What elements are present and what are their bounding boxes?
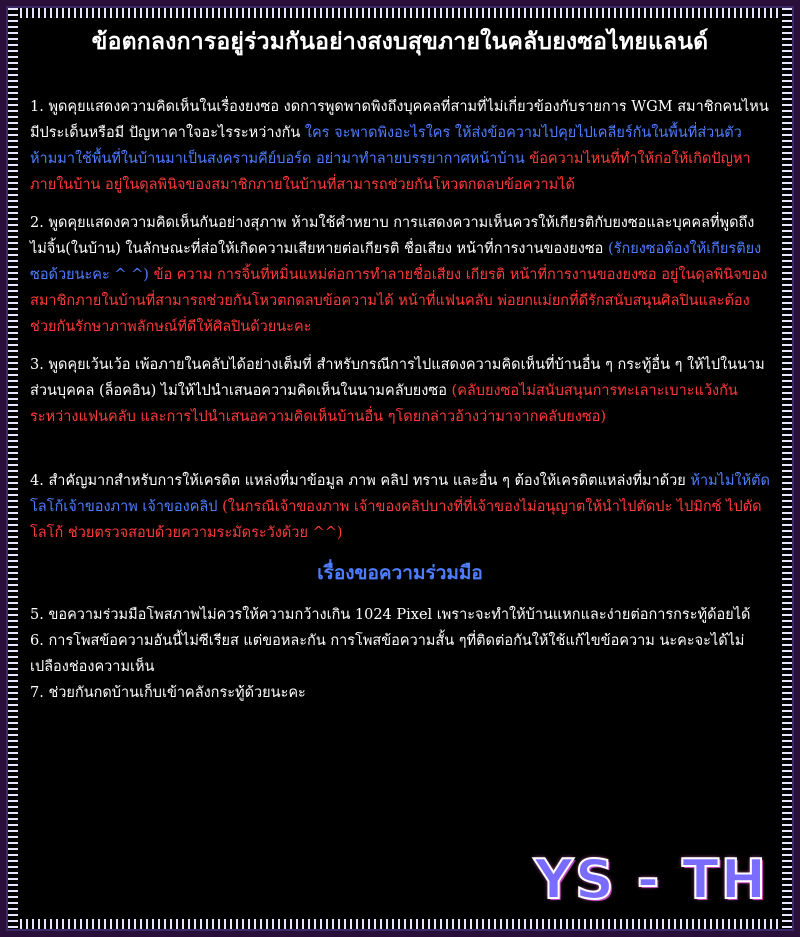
section-title: เรื่องขอความร่วมมือ <box>317 562 483 584</box>
rule-1-text: 1. พูดคุยแสดงความคิดเห็นในเรื่องยงซอ งดการพูดพาดพิงถึงบุคคลที่สามที่ไม่เกี่ยวข้องกับรายการ WGM สมาชิกคนไหนมีประเด็นหรือมี ปัญหาคาใจอะไรระหว่างกัน <box>30 99 769 141</box>
rule-4-text: 4. สำคัญมากสำหรับการให้เครดิต แหล่งที่มาข้อมูล ภาพ คลิป ทราน และอื่น ๆ ต้องให้เครดิตแหล่งที่มาด้วย <box>30 473 686 489</box>
page-title: ข้อตกลงการอยู่ร่วมกันอย่างสงบสุขภายในคลับยงซอไทยแลนด์ <box>91 28 709 55</box>
frame-border-top <box>8 8 792 18</box>
rule-2 <box>30 210 770 340</box>
rule-2-highlight-red: ข้อ ความ การจิ้นที่หมิ่นแหม่ต่อการทำลายชื่อเสียง เกียรติ หน้าที่การงานของยงซอ อยู่ในดุลพินิจของสมาชิกภายในบ้านที่สามารถช่วยกันโหวตกดลบข้อความได้ หน้าที่แฟนคลับ พ่อยกแม่ยกที่ดีรักสนับสนุนศิลปินและต้องช่วยกันรักษาภาพลักษณ์ที่ดีให้ศิลปินด้วยนะคะ <box>30 267 768 335</box>
rule-4-highlight-red: (ในกรณีเจ้าของภาพ เจ้าของคลิปบางที่ที่เจ้าของไม่อนุญาตให้นำไปตัดปะ ไปมิกซ์ ไปตัดโลโก้ ช่วยตรวจสอบด้วยความระมัดระวังด้วย ^^) <box>30 499 762 541</box>
rule-6: 6. การโพสข้อความอันนี้ไม่ซีเรียส แต่ขอหละกัน การโพสข้อความสั้น ๆที่ติดต่อกันให้ใช้แก้ไขข้อความ นะคะจะได้ไม่เปลืองช่องความเห็น <box>30 633 745 675</box>
rule-4-highlight-blue: ห้ามไม่ให้ตัดโลโก้เจ้าของภาพ เจ้าของคลิป <box>30 473 770 515</box>
rule-3-highlight-red: (คลับยงซอไม่สนับสนุนการทะเลาะเบาะแว้งกันระหว่างแฟนคลับ และการไปนำเสนอความคิดเห็นบ้านอื่น ๆโดยกล่าวอ้างว่ามาจากคลับยงซอ) <box>30 383 738 425</box>
rule-4 <box>30 468 770 546</box>
spacer <box>30 442 770 468</box>
frame-border-left <box>8 8 18 929</box>
notice-frame <box>6 6 794 931</box>
rule-1-highlight-red: ข้อความไหนที่ทำให้ก่อให้เกิดปัญหาภายในบ้าน อยู่ในดุลพินิจของสมาชิกภายในบ้านที่สามารถช่วยกันโหวตกดลบข้อความได้ <box>30 151 751 193</box>
rule-2-text: 2. พูดคุยแสดงความคิดเห็นกันอย่างสุภาพ ห้ามใช้คำหยาบ การแสดงความเห็นควรให้เกียรติกับยงซอและบุคคลที่พูดถึง ไม่จิ้น(ในบ้าน) ในลักษณะที่ส่อให้เกิดความเสียหายต่อเกียรติ ชื่อเสียง หน้าที่การงานของยงซอ <box>30 215 755 257</box>
frame-border-bottom <box>8 919 792 929</box>
rule-3-text: 3. พูดคุยเว้นเว้อ เพ้อภายในคลับได้อย่างเต็มที่ สำหรับกรณีการไปแสดงความคิดเห็นที่บ้านอื่น ๆ กระทู้อื่น ๆ ให้ไปในนามส่วนบุคคล (ล็อคอิน) ไม่ให้ไปนำเสนอความคิดเห็นในนามคลับยงซอ <box>30 357 765 399</box>
rule-2-highlight-blue: (รักยงซอต้องให้เกียรติยงซอด้วยนะคะ ^ ^) <box>30 241 762 283</box>
rule-1 <box>30 94 770 198</box>
ys-th-logo: YS - TH <box>533 848 768 911</box>
rule-7: 7. ช่วยกันกดบ้านเก็บเข้าคลังกระทู้ด้วยนะคะ <box>30 685 306 701</box>
notice-content <box>30 24 770 913</box>
rule-1-highlight-blue: ใคร จะพาดพิงอะไรใคร ให้ส่งข้อความไปคุยไปเคลียร์กันในพื้นที่ส่วนตัว ห้ามมาใช้พื้นที่ในบ้านมาเป็นสงครามคีย์บอร์ด อย่ามาทำลายบรรยากาศหน้าบ้าน <box>30 125 742 167</box>
rule-3 <box>30 352 770 430</box>
frame-border-right <box>782 8 792 929</box>
rule-5: 5. ขอความร่วมมือโพสภาพไม่ควรให้ความกว้างเกิน 1024 Pixel เพราะจะทำให้บ้านแหกและง่ายต่อการกระทู้ด้อยได้ <box>30 607 751 623</box>
